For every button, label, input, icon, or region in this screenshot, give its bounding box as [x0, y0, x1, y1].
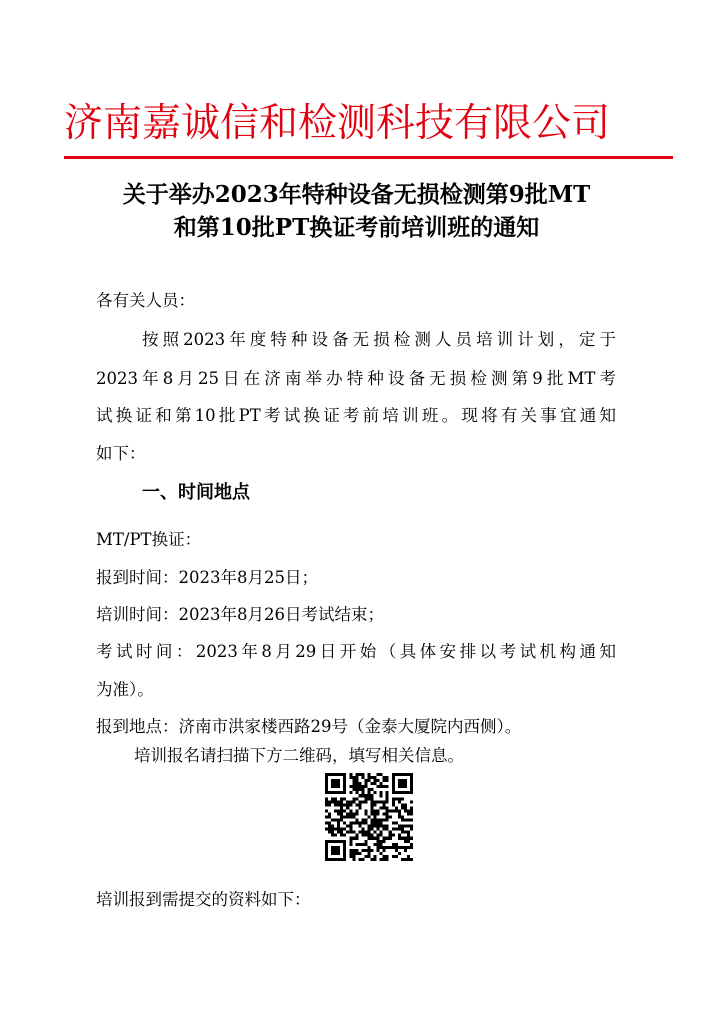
- qr-instruction: 培训报名请扫描下方二维码，填写相关信息。: [134, 746, 464, 765]
- notice-title: [60, 178, 653, 244]
- notice-title-line-2: 和第10批PT换证考前培训班的通知: [173, 214, 540, 241]
- report-location: 报到地点：济南市洪家楼西路29号（金泰大厦院内西侧）。: [96, 717, 522, 736]
- category-label: MT/PT换证：: [96, 530, 202, 549]
- exam-time-line-1: 考试时间：2023年8月29日开始（具体安排以考试机构通知: [96, 642, 616, 661]
- company-name-heading: 济南嘉诚信和检测科技有限公司: [64, 101, 611, 146]
- intro-line-3: 试换证和第10批PT考试换证考前培训班。现将有关事宜通知: [96, 406, 616, 425]
- training-time: 培训时间：2023年8月26日考试结束；: [96, 605, 384, 624]
- report-time: 报到时间：2023年8月25日；: [96, 568, 318, 587]
- notice-title-line-1: 关于举办2023年特种设备无损检测第9批MT: [122, 181, 591, 208]
- salutation: 各有关人员：: [96, 291, 195, 310]
- red-header-rule: [64, 156, 673, 159]
- section-heading-time-location: 一、时间地点: [142, 482, 250, 503]
- intro-line-2: 2023年8月25日在济南举办特种设备无损检测第9批MT考: [96, 369, 616, 388]
- exam-time-line-2: 为准）。: [96, 680, 154, 699]
- intro-line-4: 如下：: [96, 444, 146, 463]
- qr-code-icon[interactable]: [325, 773, 413, 861]
- materials-heading: 培训报到需提交的资料如下：: [96, 890, 311, 909]
- intro-line-1: 按照2023年度特种设备无损检测人员培训计划，定于: [142, 330, 616, 349]
